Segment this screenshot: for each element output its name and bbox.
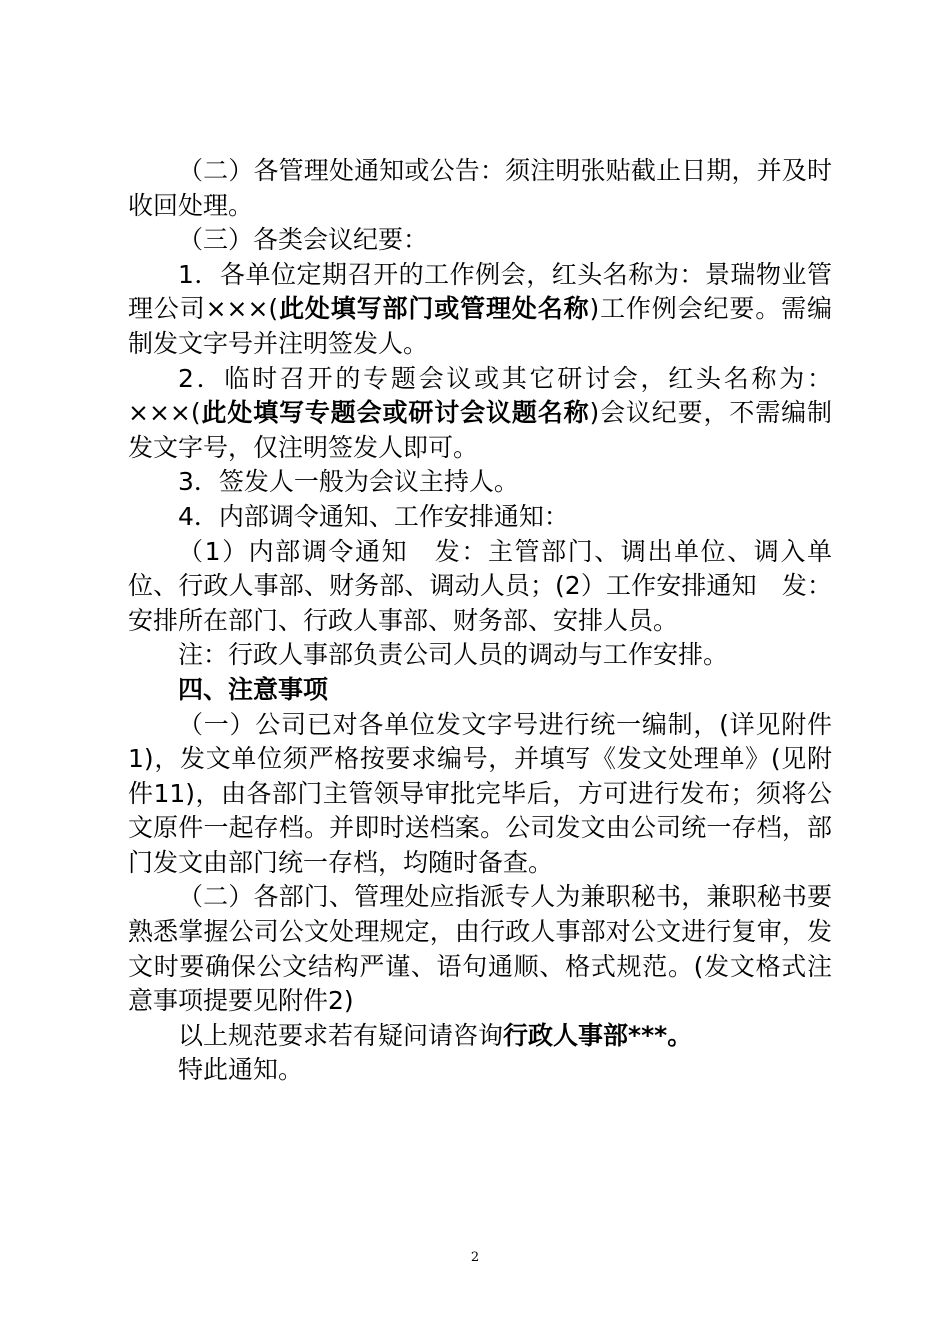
bold-placeholder-text: 此处填写专题会或研讨会议题名称 [200, 398, 590, 428]
paragraph-note: 注：行政人事部负责公司人员的调动与工作安排。 [178, 640, 729, 670]
bold-contact-department: 行政人事部***。 [503, 1020, 693, 1050]
paragraph-signer: 3．签发人一般为会议主持人。 [178, 467, 519, 497]
paragraph-document-numbering: （一）公司已对各单位发文字号进行统一编制，(详见附件1)，发文单位须严格按要求编号，并填写《发文处理单》(见附件11)，由各部门主管领导审批完毕后，方可进行发布；须将公文原件一起存档。并即时送档案。公司发文由公司统一存档，部门发文由部门统一存档，均随时备查。 [128, 709, 832, 877]
paragraph-regular-meeting [128, 258, 832, 362]
paragraph-text: 以上规范要求若有疑问请咨询 [178, 1020, 504, 1050]
paragraph-special-meeting [128, 362, 832, 466]
paragraph-text: )会议纪要，不需编制发文字号，仅注明签发人即可。 [128, 398, 832, 462]
body-text [128, 154, 832, 1088]
paragraph-text: )工作例会纪要。需编制发文字号并注明签发人。 [128, 294, 832, 358]
paragraph-part-time-secretary: （二）各部门、管理处应指派专人为兼职秘书，兼职秘书要熟悉掌握公司公文处理规定，由行政人事部对公文进行复审，发文时要确保公文结构严谨、语句通顺、格式规范。(发文格式注意事项提要见附件2) [128, 882, 832, 1016]
paragraph-transfer-recipients: （1）内部调令通知 发：主管部门、调出单位、调入单位、行政人事部、财务部、调动人员；(2）工作安排通知 发：安排所在部门、行政人事部、财务部、安排人员。 [128, 536, 832, 635]
section-heading-notes: 四、注意事项 [178, 674, 329, 704]
bold-placeholder-text: 此处填写部门或管理处名称 [278, 294, 590, 324]
page-number: 2 [470, 1250, 480, 1265]
paragraph-text: 2．临时召开的专题会议或其它研讨会，红头名称为：×××( [128, 363, 832, 428]
paragraph-text: 1．各单位定期召开的工作例会，红头名称为：景瑞物业管理公司×××( [128, 259, 832, 324]
paragraph-contact [128, 1019, 832, 1054]
paragraph-meeting-minutes-heading: （三）各类会议纪要： [178, 225, 429, 255]
paragraph-closing: 特此通知。 [178, 1055, 304, 1085]
paragraph-notice-announcement: （二）各管理处通知或公告：须注明张贴截止日期，并及时收回处理。 [128, 156, 832, 220]
paragraph-transfer-notice-heading: 4．内部调令通知、工作安排通知： [178, 501, 569, 531]
